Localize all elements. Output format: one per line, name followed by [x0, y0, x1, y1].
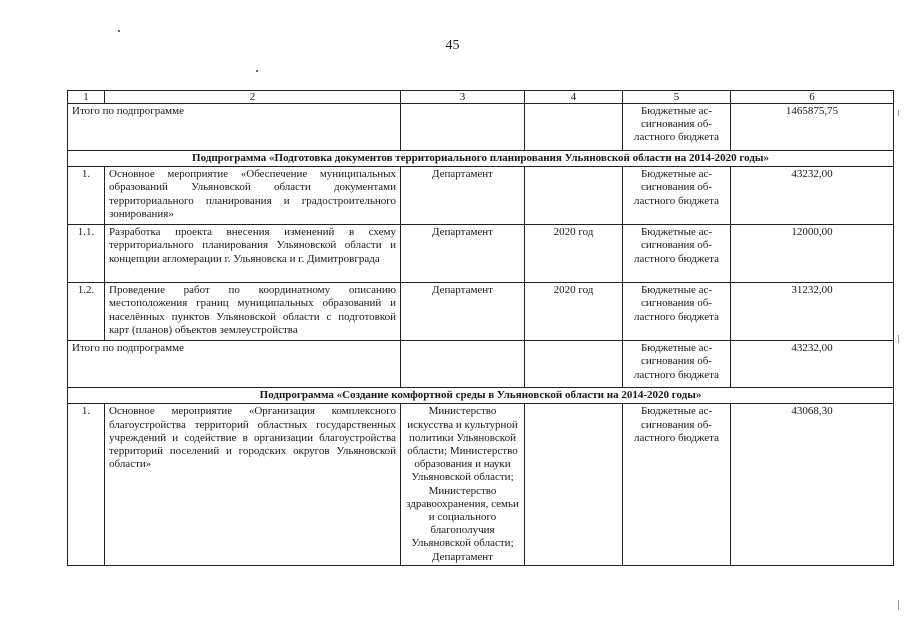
column-number: 6 — [731, 91, 894, 104]
item-number: 1. — [68, 404, 105, 565]
funding-source: Бюджетные ас-сигнования об-ластного бюджета — [623, 283, 731, 341]
column-number: 2 — [105, 91, 401, 104]
table-row — [68, 283, 894, 341]
year-cell: 2020 год — [525, 225, 623, 283]
subtotal-row — [68, 341, 894, 388]
executor: Департамент — [401, 283, 525, 341]
activity-description: Основное мероприятие «Обеспечение муниципальных образований Ульяновской области документами территориального планирования и градостроительного зонирования» — [105, 167, 401, 225]
total-label: Итого по подпрограмме — [68, 104, 401, 151]
amount: 31232,00 — [731, 283, 894, 341]
table-row — [68, 404, 894, 565]
year-cell — [525, 341, 623, 388]
column-number: 1 — [68, 91, 105, 104]
funding-source: Бюджетные ас-сигнования об-ластного бюджета — [623, 167, 731, 225]
amount: 12000,00 — [731, 225, 894, 283]
subprogram-row — [68, 151, 894, 167]
scan-speck — [118, 30, 120, 32]
item-number: 1.2. — [68, 283, 105, 341]
scan-edge — [898, 600, 899, 610]
budget-table — [67, 90, 894, 566]
page-number: 45 — [445, 38, 460, 53]
item-number: 1.1. — [68, 225, 105, 283]
subprogram-title: Подпрограмма «Подготовка документов территориального планирования Ульяновской области на 2014-2020 годы» — [68, 151, 894, 167]
year-cell — [525, 404, 623, 565]
executor-cell — [401, 104, 525, 151]
column-number: 3 — [401, 91, 525, 104]
scan-edge — [898, 110, 899, 116]
amount: 43232,00 — [731, 167, 894, 225]
executor: Министерство искусства и культурной политики Ульяновской области; Министерство образования и науки Ульяновской области; Министерство здравоохранения, семьи и социального благополучия Ульяновской области; Департамент — [401, 404, 525, 565]
scan-edge — [898, 335, 899, 343]
year-cell: 2020 год — [525, 283, 623, 341]
year-cell — [525, 104, 623, 151]
year-cell — [525, 167, 623, 225]
total-label: Итого по подпрограмме — [68, 341, 401, 388]
subprogram-row — [68, 388, 894, 404]
column-number-row — [68, 91, 894, 104]
column-number: 4 — [525, 91, 623, 104]
executor-cell — [401, 341, 525, 388]
subprogram-title: Подпрограмма «Создание комфортной среды в Ульяновской области на 2014-2020 годы» — [68, 388, 894, 404]
amount: 1465875,75 — [731, 104, 894, 151]
activity-description: Основное мероприятие «Организация комплексного благоустройства территорий областных государственных учреждений и содействие в организации благоустройства территорий поселений и городских округов Ульяновской области» — [105, 404, 401, 565]
amount: 43068,30 — [731, 404, 894, 565]
executor: Департамент — [401, 225, 525, 283]
subtotal-row — [68, 104, 894, 151]
column-number: 5 — [623, 91, 731, 104]
funding-source: Бюджетные ас-сигнования об-ластного бюджета — [623, 104, 731, 151]
funding-source: Бюджетные ас-сигнования об-ластного бюджета — [623, 404, 731, 565]
activity-description: Разработка проекта внесения изменений в схему территориального планирования Ульяновской области и концепции агломерации г. Ульяновска и г. Димитровграда — [105, 225, 401, 283]
table-row — [68, 167, 894, 225]
item-number: 1. — [68, 167, 105, 225]
funding-source: Бюджетные ас-сигнования об-ластного бюджета — [623, 341, 731, 388]
table-row — [68, 225, 894, 283]
executor: Департамент — [401, 167, 525, 225]
activity-description: Проведение работ по координатному описанию местоположения границ муниципальных образований и населённых пунктов Ульяновской области с подготовкой карт (планов) объектов землеустройства — [105, 283, 401, 341]
amount: 43232,00 — [731, 341, 894, 388]
scan-speck — [256, 70, 258, 72]
funding-source: Бюджетные ас-сигнования об-ластного бюджета — [623, 225, 731, 283]
